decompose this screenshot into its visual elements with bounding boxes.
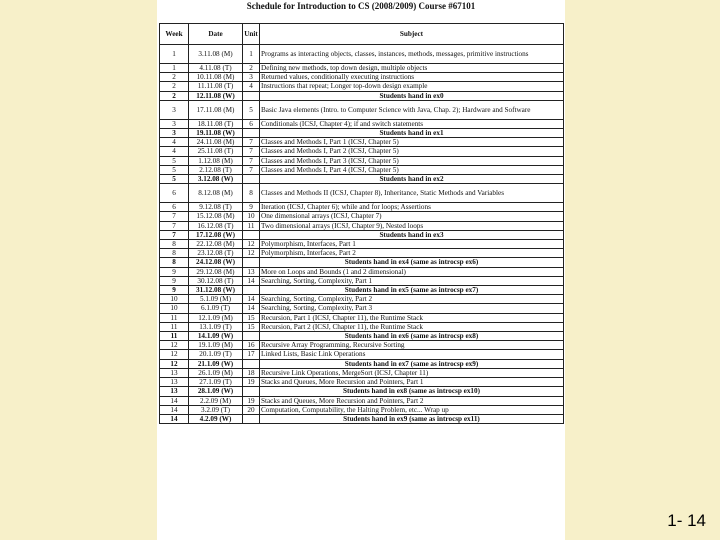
cell-unit: 18 <box>243 368 260 377</box>
cell-unit: 15 <box>243 313 260 322</box>
cell-subject: One dimensional arrays (ICSJ, Chapter 7) <box>260 212 564 221</box>
cell-date: 12.11.08 (W) <box>189 91 243 100</box>
cell-date: 18.11.08 (T) <box>189 119 243 128</box>
cell-subject: Basic Java elements (Intro. to Computer Science with Java, Chap. 2); Hardware and Software <box>260 100 564 119</box>
cell-week: 13 <box>160 387 189 396</box>
cell-week: 8 <box>160 258 189 267</box>
cell-subject: Classes and Methods I, Part 4 (ICSJ, Chapter 5) <box>260 165 564 174</box>
cell-subject: Programs as interacting objects, classes, instances, methods, messages, primitive instructions <box>260 45 564 64</box>
cell-subject: Searching, Sorting, Complexity, Part 2 <box>260 295 564 304</box>
cell-date: 3.12.08 (W) <box>189 175 243 184</box>
cell-unit: 20 <box>243 405 260 414</box>
cell-date: 10.11.08 (M) <box>189 73 243 82</box>
cell-date: 14.1.09 (W) <box>189 332 243 341</box>
table-row <box>160 276 564 285</box>
table-row <box>160 322 564 331</box>
cell-date: 15.12.08 (M) <box>189 212 243 221</box>
table-row <box>160 286 564 295</box>
table-row <box>160 156 564 165</box>
cell-unit: 4 <box>243 82 260 91</box>
table-row <box>160 341 564 350</box>
cell-subject: Stacks and Queues, More Recursion and Pointers, Part 1 <box>260 378 564 387</box>
cell-date: 17.11.08 (M) <box>189 100 243 119</box>
cell-date: 17.12.08 (W) <box>189 230 243 239</box>
cell-date: 4.11.08 (T) <box>189 64 243 73</box>
cell-unit <box>243 175 260 184</box>
cell-unit <box>243 332 260 341</box>
cell-subject: Students hand in ex2 <box>260 175 564 184</box>
cell-subject: Students hand in ex0 <box>260 91 564 100</box>
cell-subject: Conditionals (ICSJ, Chapter 4); if and switch statements <box>260 119 564 128</box>
table-row <box>160 295 564 304</box>
cell-week: 12 <box>160 341 189 350</box>
table-row <box>160 73 564 82</box>
cell-unit: 7 <box>243 138 260 147</box>
cell-unit: 16 <box>243 341 260 350</box>
table-row <box>160 129 564 138</box>
cell-week: 7 <box>160 230 189 239</box>
table-row <box>160 212 564 221</box>
cell-date: 6.1.09 (T) <box>189 304 243 313</box>
cell-unit: 17 <box>243 350 260 359</box>
table-row <box>160 184 564 203</box>
cell-week: 10 <box>160 295 189 304</box>
cell-date: 3.2.09 (T) <box>189 405 243 414</box>
cell-subject: Students hand in ex7 (same as introcsp ex9) <box>260 359 564 368</box>
page-number: 1- 14 <box>667 511 706 530</box>
cell-date: 16.12.08 (T) <box>189 221 243 230</box>
table-header-row <box>160 24 564 45</box>
table-row <box>160 258 564 267</box>
cell-unit: 10 <box>243 212 260 221</box>
cell-date: 20.1.09 (T) <box>189 350 243 359</box>
cell-week: 3 <box>160 129 189 138</box>
cell-week: 9 <box>160 267 189 276</box>
table-row <box>160 203 564 212</box>
header-date: Date <box>189 24 243 45</box>
cell-unit: 14 <box>243 304 260 313</box>
cell-subject: Returned values, conditionally executing instructions <box>260 73 564 82</box>
cell-date: 2.12.08 (T) <box>189 165 243 174</box>
table-row <box>160 359 564 368</box>
table-row <box>160 405 564 414</box>
cell-unit: 14 <box>243 295 260 304</box>
cell-date: 2.2.09 (M) <box>189 396 243 405</box>
cell-week: 14 <box>160 405 189 414</box>
cell-subject: Students hand in ex4 (same as introcsp ex6) <box>260 258 564 267</box>
cell-date: 30.12.08 (T) <box>189 276 243 285</box>
header-subject: Subject <box>260 24 564 45</box>
header-week: Week <box>160 24 189 45</box>
cell-week: 11 <box>160 313 189 322</box>
header-unit: Unit <box>243 24 260 45</box>
cell-subject: Classes and Methods II (ICSJ, Chapter 8), Inheritance, Static Methods and Variables <box>260 184 564 203</box>
cell-date: 28.1.09 (W) <box>189 387 243 396</box>
cell-date: 22.12.08 (M) <box>189 240 243 249</box>
cell-week: 5 <box>160 156 189 165</box>
cell-subject: Searching, Sorting, Complexity, Part 3 <box>260 304 564 313</box>
cell-subject: Students hand in ex9 (same as introcsp ex11) <box>260 414 564 423</box>
cell-unit: 11 <box>243 221 260 230</box>
cell-week: 8 <box>160 249 189 258</box>
cell-week: 5 <box>160 165 189 174</box>
cell-unit <box>243 414 260 423</box>
cell-subject: More on Loops and Bounds (1 and 2 dimensional) <box>260 267 564 276</box>
cell-date: 9.12.08 (T) <box>189 203 243 212</box>
cell-week: 6 <box>160 203 189 212</box>
cell-date: 12.1.09 (M) <box>189 313 243 322</box>
cell-week: 14 <box>160 414 189 423</box>
cell-week: 2 <box>160 91 189 100</box>
cell-subject: Recursive Link Operations, MergeSort (ICSJ, Chapter 11) <box>260 368 564 377</box>
cell-subject: Students hand in ex8 (same as introcsp ex10) <box>260 387 564 396</box>
schedule-title: Schedule for Introduction to CS (2008/2009) Course #67101 <box>246 1 476 11</box>
cell-unit: 12 <box>243 249 260 258</box>
schedule-body <box>160 45 564 424</box>
cell-unit: 13 <box>243 267 260 276</box>
table-row <box>160 82 564 91</box>
cell-week: 9 <box>160 286 189 295</box>
cell-date: 19.1.09 (M) <box>189 341 243 350</box>
cell-week: 13 <box>160 368 189 377</box>
table-row <box>160 64 564 73</box>
cell-unit <box>243 91 260 100</box>
cell-subject: Two dimensional arrays (ICSJ, Chapter 9), Nested loops <box>260 221 564 230</box>
cell-unit <box>243 359 260 368</box>
cell-unit: 3 <box>243 73 260 82</box>
cell-week: 3 <box>160 100 189 119</box>
cell-date: 5.1.09 (M) <box>189 295 243 304</box>
cell-date: 29.12.08 (M) <box>189 267 243 276</box>
cell-week: 4 <box>160 147 189 156</box>
table-row <box>160 332 564 341</box>
cell-subject: Students hand in ex3 <box>260 230 564 239</box>
cell-unit: 9 <box>243 203 260 212</box>
cell-subject: Recursive Array Programming, Recursive Sorting <box>260 341 564 350</box>
table-row <box>160 100 564 119</box>
cell-unit <box>243 387 260 396</box>
cell-unit: 14 <box>243 276 260 285</box>
cell-unit <box>243 286 260 295</box>
table-row <box>160 119 564 128</box>
cell-unit <box>243 258 260 267</box>
table-row <box>160 350 564 359</box>
table-row <box>160 368 564 377</box>
cell-date: 19.11.08 (W) <box>189 129 243 138</box>
cell-subject: Polymorphism, Interfaces, Part 2 <box>260 249 564 258</box>
cell-week: 1 <box>160 45 189 64</box>
cell-subject: Recursion, Part 1 (ICSJ, Chapter 11), the Runtime Stack <box>260 313 564 322</box>
cell-week: 14 <box>160 396 189 405</box>
cell-unit: 7 <box>243 156 260 165</box>
cell-week: 3 <box>160 119 189 128</box>
table-row <box>160 165 564 174</box>
table-row <box>160 147 564 156</box>
cell-unit <box>243 230 260 239</box>
cell-unit: 5 <box>243 100 260 119</box>
cell-week: 4 <box>160 138 189 147</box>
cell-date: 13.1.09 (T) <box>189 322 243 331</box>
cell-unit: 15 <box>243 322 260 331</box>
cell-unit: 1 <box>243 45 260 64</box>
table-row <box>160 230 564 239</box>
table-row <box>160 91 564 100</box>
cell-subject: Students hand in ex6 (same as introcsp ex8) <box>260 332 564 341</box>
table-row <box>160 240 564 249</box>
table-row <box>160 221 564 230</box>
cell-subject: Searching, Sorting, Complexity, Part 1 <box>260 276 564 285</box>
cell-date: 21.1.09 (W) <box>189 359 243 368</box>
cell-subject: Instructions that repeat; Longer top-down design example <box>260 82 564 91</box>
cell-unit: 2 <box>243 64 260 73</box>
cell-date: 24.12.08 (W) <box>189 258 243 267</box>
cell-date: 23.12.08 (T) <box>189 249 243 258</box>
cell-unit: 8 <box>243 184 260 203</box>
cell-week: 2 <box>160 73 189 82</box>
cell-unit: 12 <box>243 240 260 249</box>
cell-week: 8 <box>160 240 189 249</box>
cell-subject: Classes and Methods I, Part 1 (ICSJ, Chapter 5) <box>260 138 564 147</box>
cell-week: 11 <box>160 332 189 341</box>
cell-week: 7 <box>160 212 189 221</box>
schedule-table <box>159 23 564 424</box>
cell-week: 12 <box>160 359 189 368</box>
cell-week: 2 <box>160 82 189 91</box>
cell-date: 25.11.08 (T) <box>189 147 243 156</box>
cell-subject: Classes and Methods I, Part 2 (ICSJ, Chapter 5) <box>260 147 564 156</box>
cell-unit: 6 <box>243 119 260 128</box>
cell-subject: Iteration (ICSJ, Chapter 6); while and for loops; Assertions <box>260 203 564 212</box>
cell-week: 9 <box>160 276 189 285</box>
cell-unit: 7 <box>243 147 260 156</box>
cell-week: 11 <box>160 322 189 331</box>
table-row <box>160 267 564 276</box>
cell-date: 8.12.08 (M) <box>189 184 243 203</box>
cell-subject: Defining new methods, top down design, multiple objects <box>260 64 564 73</box>
table-row <box>160 138 564 147</box>
cell-date: 1.12.08 (M) <box>189 156 243 165</box>
table-row <box>160 249 564 258</box>
cell-week: 12 <box>160 350 189 359</box>
table-row <box>160 387 564 396</box>
cell-date: 26.1.09 (M) <box>189 368 243 377</box>
schedule-document <box>157 0 565 540</box>
cell-unit <box>243 129 260 138</box>
cell-unit: 7 <box>243 165 260 174</box>
table-row <box>160 175 564 184</box>
table-row <box>160 304 564 313</box>
table-row <box>160 396 564 405</box>
cell-date: 4.2.09 (W) <box>189 414 243 423</box>
cell-date: 27.1.09 (T) <box>189 378 243 387</box>
cell-subject: Computation, Computability, the Halting Problem, etc... Wrap up <box>260 405 564 414</box>
cell-week: 7 <box>160 221 189 230</box>
table-row <box>160 313 564 322</box>
table-row <box>160 378 564 387</box>
table-row <box>160 45 564 64</box>
cell-unit: 19 <box>243 396 260 405</box>
cell-week: 6 <box>160 184 189 203</box>
cell-unit: 19 <box>243 378 260 387</box>
cell-subject: Students hand in ex5 (same as introcsp ex7) <box>260 286 564 295</box>
table-row <box>160 414 564 423</box>
cell-date: 3.11.08 (M) <box>189 45 243 64</box>
cell-date: 11.11.08 (T) <box>189 82 243 91</box>
cell-subject: Classes and Methods I, Part 3 (ICSJ, Chapter 5) <box>260 156 564 165</box>
cell-week: 5 <box>160 175 189 184</box>
cell-date: 31.12.08 (W) <box>189 286 243 295</box>
cell-date: 24.11.08 (M) <box>189 138 243 147</box>
cell-subject: Polymorphism, Interfaces, Part 1 <box>260 240 564 249</box>
cell-subject: Recursion, Part 2 (ICSJ, Chapter 11), the Runtime Stack <box>260 322 564 331</box>
cell-week: 10 <box>160 304 189 313</box>
cell-subject: Linked Lists, Basic Link Operations <box>260 350 564 359</box>
cell-week: 1 <box>160 64 189 73</box>
cell-subject: Stacks and Queues, More Recursion and Pointers, Part 2 <box>260 396 564 405</box>
cell-subject: Students hand in ex1 <box>260 129 564 138</box>
cell-week: 13 <box>160 378 189 387</box>
